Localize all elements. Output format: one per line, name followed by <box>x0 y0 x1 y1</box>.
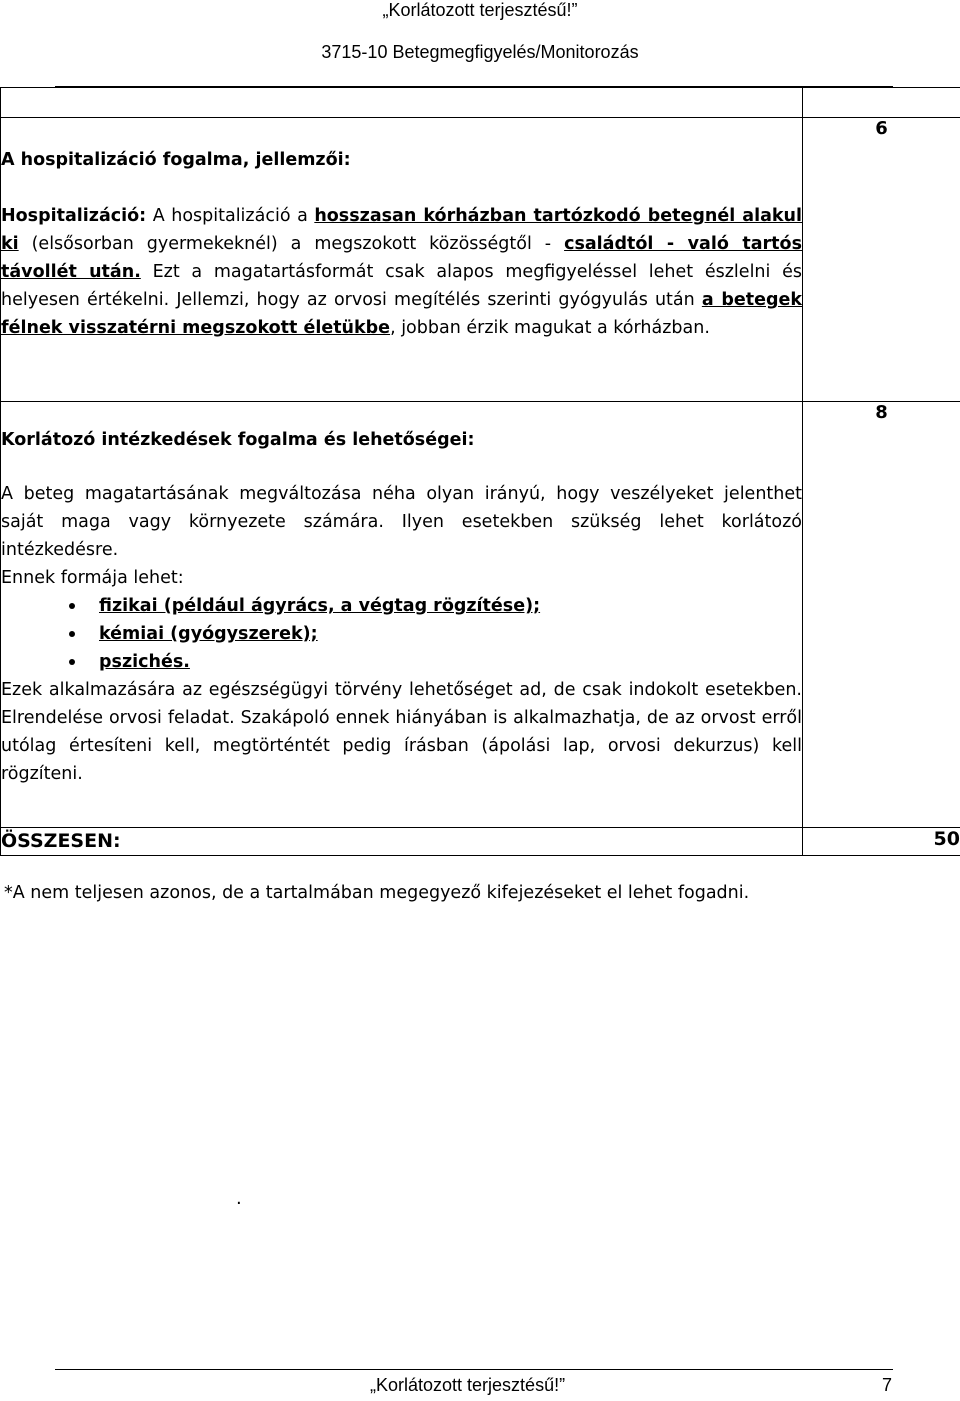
bullet-icon <box>69 659 75 665</box>
restraint-forms-label: Ennek formája lehet: <box>1 568 184 588</box>
section-title-restraint: Korlátozó intézkedések fogalma és lehetőségei: <box>1 430 475 450</box>
run-emphasis: hosszasan kórházban tartózkodó betegnél alakul ki <box>1 206 802 254</box>
total-score: 50 <box>803 828 960 856</box>
list-item-text: kémiai (gyógyszerek); <box>99 624 318 644</box>
top-empty-cell <box>1 88 803 118</box>
table-row-total <box>1 828 960 856</box>
run-text: , jobban érzik magukat a kórházban. <box>390 318 710 338</box>
list-item <box>99 648 802 676</box>
restraint-intro-paragraph: A beteg magatartásának megváltozása néha olyan irányú, hogy veszélyeket jelenthet saját maga vagy környezete számára. Ilyen esetekben szükség lehet korlátozó intézkedésre. <box>1 484 802 560</box>
run-emphasis: a betegek félnek visszatérni megszokott életükbe <box>1 290 802 338</box>
run-term: Hospitalizáció: <box>1 206 147 226</box>
bullet-icon <box>69 631 75 637</box>
total-label: ÖSSZESEN: <box>1 828 803 856</box>
run-text: A hospitalizáció a <box>146 206 315 226</box>
score-hospitalization: 6 <box>803 118 960 402</box>
top-empty-score-cell <box>803 88 960 118</box>
restraint-content <box>1 402 803 828</box>
header-module-title: 3715-10 Betegmegfigyelés/Monitorozás <box>321 42 639 62</box>
page-number: 7 <box>882 1375 893 1395</box>
restraint-forms-list <box>1 592 802 676</box>
header-distribution-notice: „Korlátozott terjesztésű!” <box>382 0 578 20</box>
list-item-text: fizikai (például ágyrács, a végtag rögzítése); <box>99 596 541 616</box>
footer-distribution-notice: „Korlátozott terjesztésű!” <box>370 1375 566 1395</box>
section-title-hospitalization: A hospitalizáció fogalma, jellemzői: <box>1 150 351 170</box>
run-text: (elsősorban gyermekeknél) a megszokott közösségtől - <box>18 234 565 254</box>
table-row-restraint <box>1 402 960 828</box>
hospitalization-paragraph <box>1 202 802 342</box>
list-item <box>99 592 802 620</box>
hospitalization-content <box>1 118 803 402</box>
run-text: Ezt a magatartásformát csak alapos megfigyeléssel lehet észlelni és helyesen értékelni. Jellemzi, hogy az orvosi megítélés szerinti gyógyulás után <box>1 262 802 310</box>
table-top-row <box>1 88 960 118</box>
footnote: *A nem teljesen azonos, de a tartalmában megegyező kifejezéseket el lehet fogadni. <box>4 883 750 903</box>
footer-rule <box>55 1369 893 1370</box>
restraint-outro-paragraph: Ezek alkalmazására az egészségügyi törvény lehetőséget ad, de csak indokolt esetekben. Elrendelése orvosi feladat. Szakápoló ennek hiányában is alkalmazhatja, de az orvost erről utólag értesíteni kell, megtörténtét pedig írásban (ápolási lap, orvosi dekurzus) kell rögzíteni. <box>1 680 802 784</box>
table-row-hospitalization <box>1 118 960 402</box>
evaluation-table <box>0 87 960 856</box>
list-item <box>99 620 802 648</box>
stray-dot: . <box>236 1188 242 1209</box>
bullet-icon <box>69 603 75 609</box>
score-restraint: 8 <box>803 402 960 828</box>
list-item-text: pszichés. <box>99 652 190 672</box>
run-emphasis: családtól - való tartós távollét után. <box>1 234 802 282</box>
